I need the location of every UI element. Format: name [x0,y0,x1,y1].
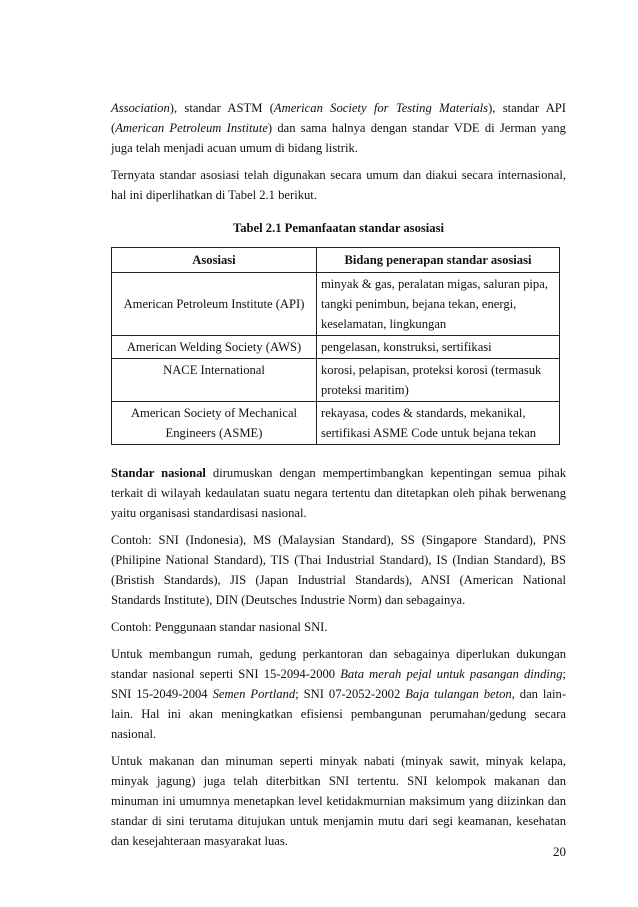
association-standards-table [111,247,560,445]
text-run: ), standar ASTM ( [169,101,274,115]
header-asosiasi: Asosiasi [112,248,317,273]
table-cell: American Welding Society (AWS) [112,336,317,359]
text-run: ) dan sama halnya dengan standar VDE di Jerman yang juga telah menjadi acuan umum di bidang listrik. [111,121,566,155]
paragraph-building [111,644,566,744]
text-run: dirumuskan dengan mempertimbangkan kepentingan semua pihak terkait di wilayah kedaulatan suatu negara tertentu dan ditetapkan oleh pihak berwenang yaitu organisasi standardisasi nasional. [111,466,566,520]
table-cell: pengelasan, konstruksi, sertifikasi [317,336,560,359]
table-cell: rekayasa, codes & standards, mekanikal, sertifikasi ASME Code untuk bejana tekan [317,402,560,445]
italic-text: American Petroleum Institute [115,121,268,135]
table-row [112,359,560,402]
table-row [112,336,560,359]
italic-text: Semen Portland [212,687,296,701]
italic-text: Association [111,101,170,115]
paragraph-food: Untuk makanan dan minuman seperti minyak nabati (minyak sawit, minyak kelapa, minyak jagung) juga telah diterbitkan SNI tertentu. SNI kelompok makanan dan minuman ini umumnya menetapkan level ketidakmurnian maksimum yang diizinkan dan standar di sini terutama ditujukan untuk menjamin mutu dari segi keamanan, kesehatan dan kesejahteraan masyarakat luas. [111,754,566,848]
table-cell: NACE International [112,359,317,402]
table-row [112,402,560,445]
text-run: ; SNI 15-2049-2004 [111,667,566,701]
page-content [111,98,566,851]
table-caption: Tabel 2.1 Pemanfaatan standar asosiasi [233,221,444,235]
paragraph-international-use: Ternyata standar asosiasi telah digunakan secara umum dan diakui secara internasional, hal ini diperlihatkan di Tabel 2.1 berikut. [111,168,566,202]
table-cell: korosi, pelapisan, proteksi korosi (termasuk proteksi maritim) [317,359,560,402]
paragraph-association-standards [111,98,566,158]
italic-text: American Society for Testing Materials [273,101,489,115]
table-header-row [112,248,560,273]
text-run: ; SNI 07-2052-2002 [295,687,406,701]
italic-text: Bata merah pejal untuk pasangan dinding [340,667,563,681]
paragraph-national-standard [111,463,566,523]
paragraph-sni-example: Contoh: Penggunaan standar nasional SNI. [111,620,328,634]
page-number: 20 [553,844,566,859]
bold-term: Standar nasional [111,466,206,480]
table-cell: minyak & gas, peralatan migas, saluran pipa, tangki penimbun, bejana tekan, energi, keselamatan, lingkungan [317,273,560,336]
table-row [112,273,560,336]
text-run: , dan lain-lain. Hal ini akan meningkatkan efisiensi pembangunan perumahan/gedung secara nasional. [111,687,567,741]
text-run: Untuk membangun rumah, gedung perkantoran dan sebagainya diperlukan dukungan standar nasional seperti SNI 15-2094-2000 [111,647,566,681]
paragraph-examples: Contoh: SNI (Indonesia), MS (Malaysian Standard), SS (Singapore Standard), PNS (Philipine National Standard), TIS (Thai Industrial Standard), IS (Indian Standard), BS (Bristish Standards), JIS (Japan Industrial Standards), ANSI (American National Standards Institute), DIN (Deutsches Industrie Norm) dan sebagainya. [111,533,566,607]
italic-text: Baja tulangan beton [405,687,512,701]
header-bidang: Bidang penerapan standar asosiasi [317,248,560,273]
text-run: ), standar API ( [111,101,566,135]
table-cell: American Petroleum Institute (API) [112,273,317,336]
table-cell: American Society of Mechanical Engineers (ASME) [112,402,317,445]
